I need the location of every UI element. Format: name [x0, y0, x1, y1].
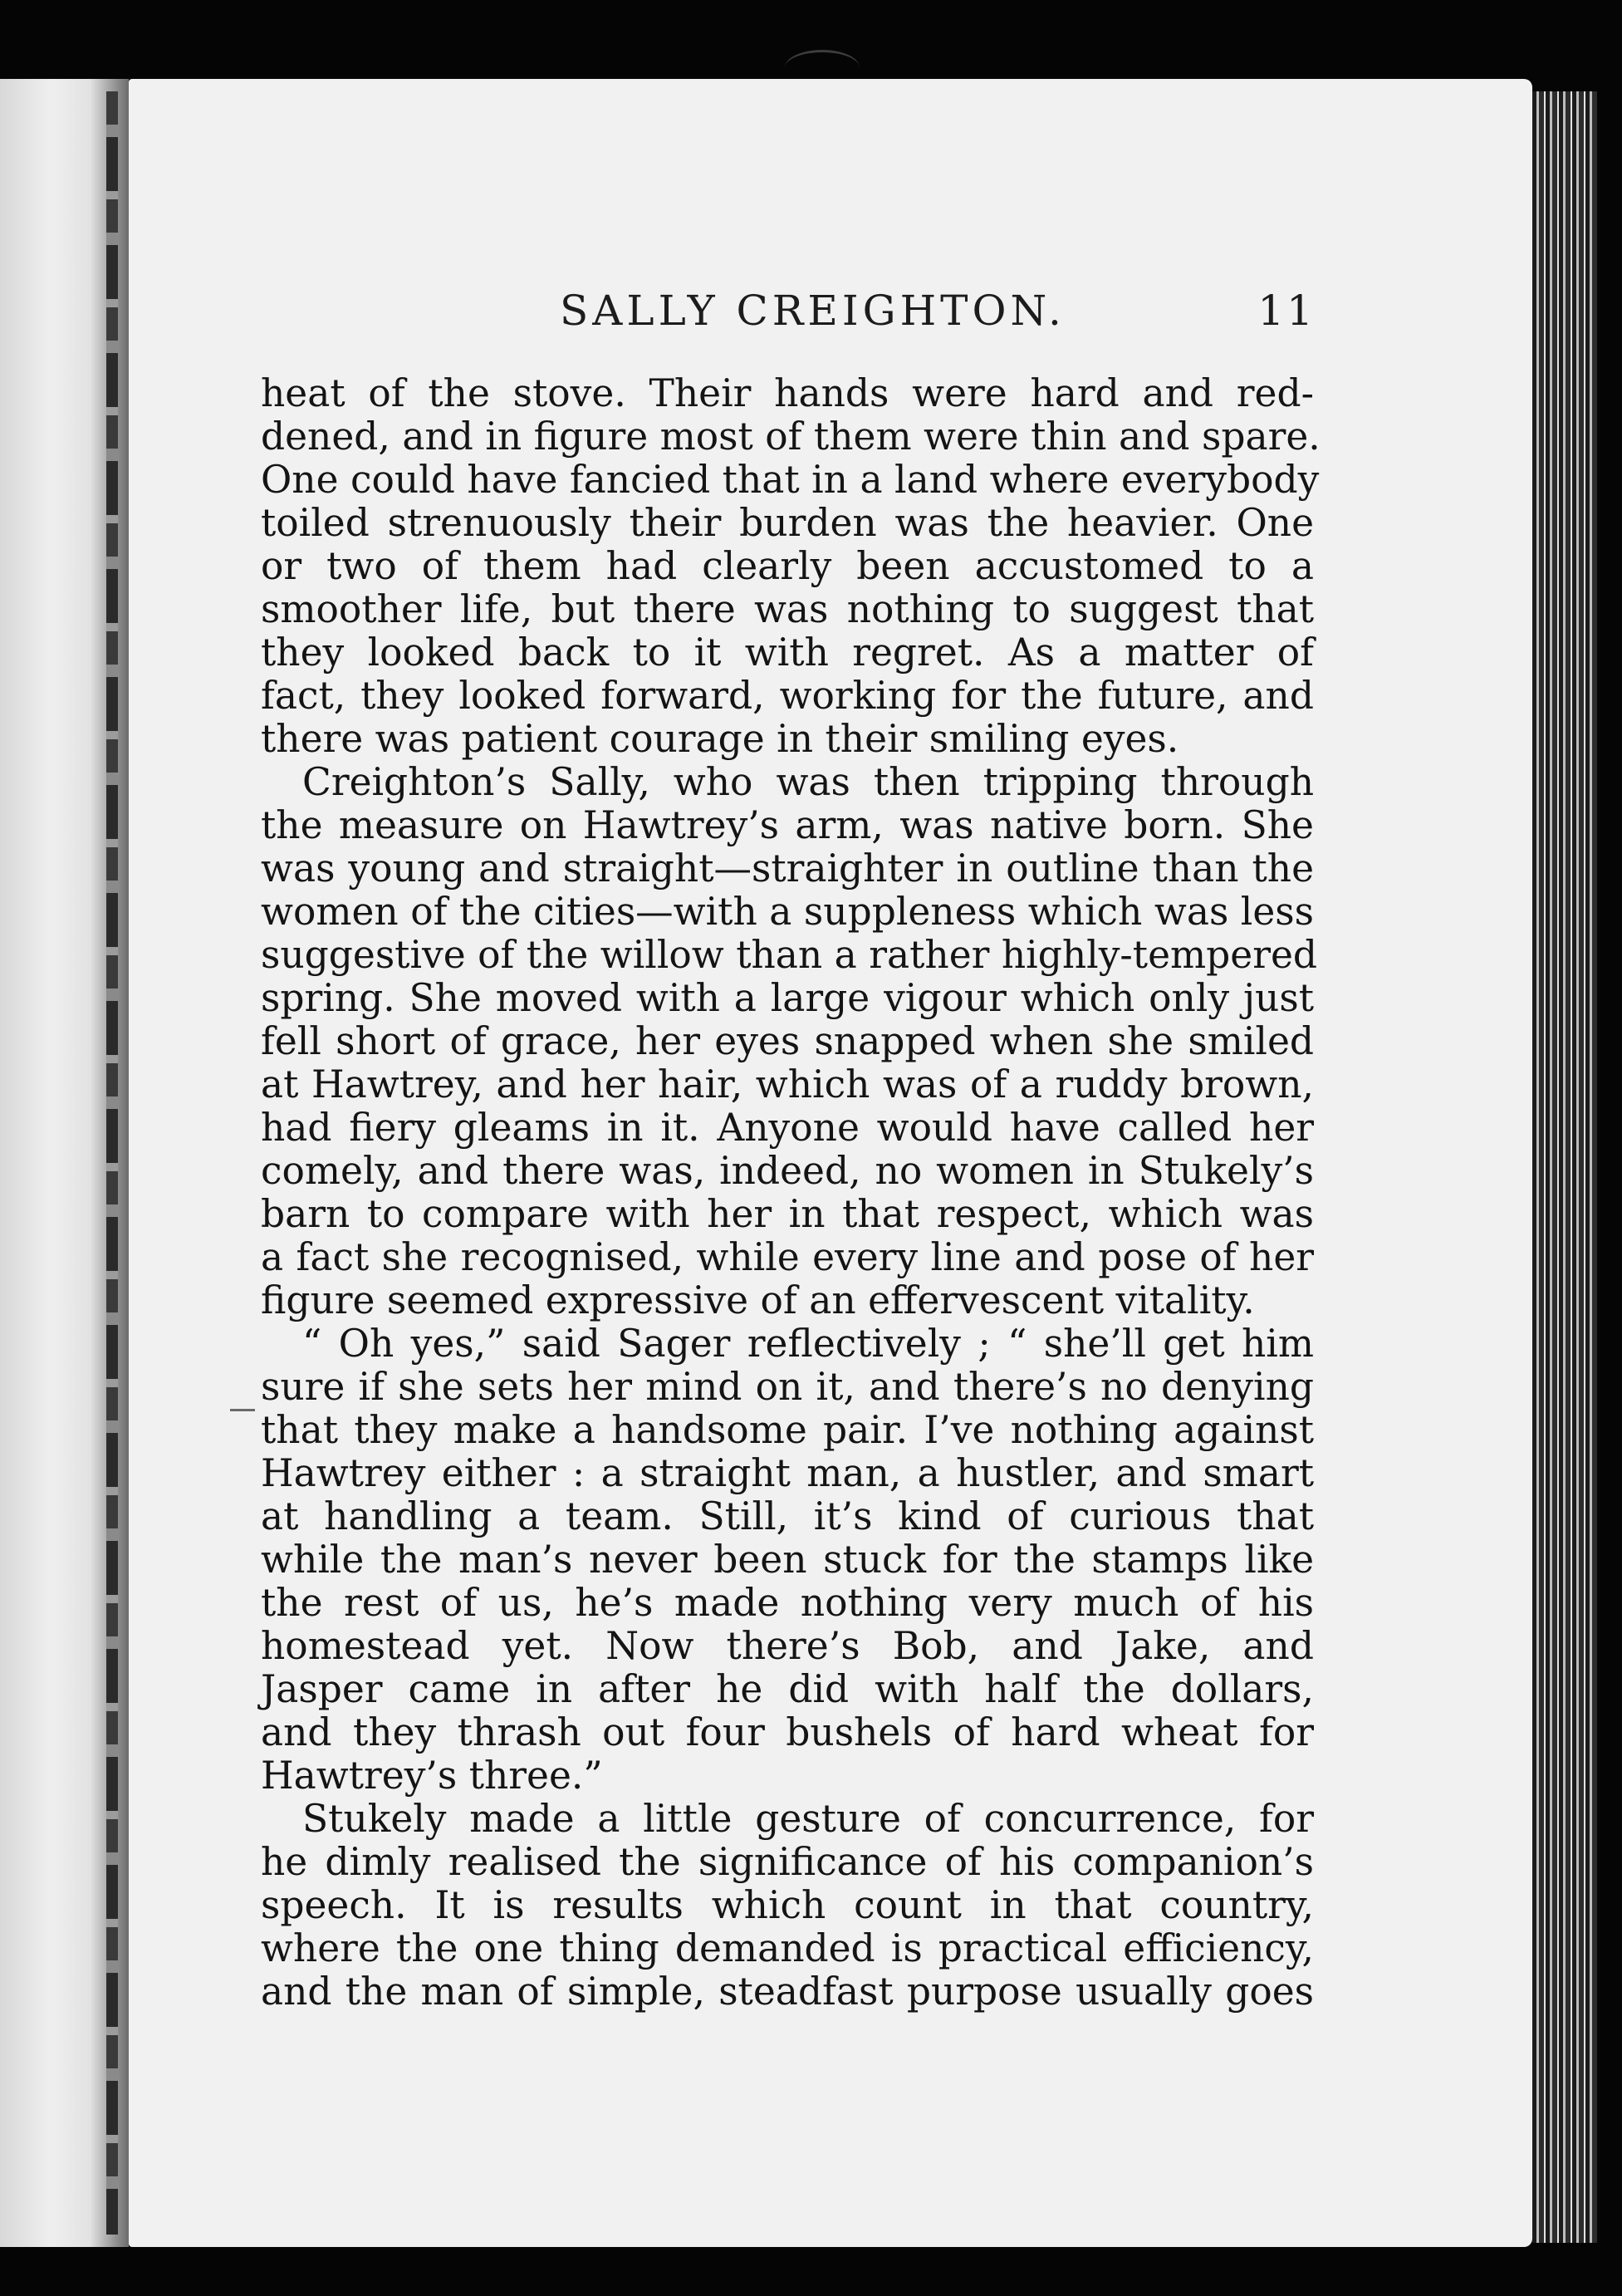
text-line: toiled strenuously their burden was the heavier. One: [261, 501, 1314, 545]
text-line: Jasper came in after he did with half the dollars,: [261, 1667, 1314, 1711]
text-line: they looked back to it with regret. As a matter of: [261, 630, 1314, 675]
text-line: Hawtrey’s three.”: [261, 1754, 603, 1798]
text-line: fell short of grace, her eyes snapped when she smiled: [261, 1019, 1314, 1063]
text-line: One could have fancied that in a land where everybody: [261, 458, 1320, 502]
text-line: that they make a handsome pair. I’ve nothing against: [261, 1408, 1314, 1452]
text-line: fact, they looked forward, working for the future, and: [261, 674, 1314, 718]
text-line: comely, and there was, indeed, no women in Stukely’s: [261, 1149, 1314, 1193]
text-line: heat of the stove. Their hands were hard and red-: [261, 371, 1314, 415]
text-line: homestead yet. Now there’s Bob, and Jake, and: [261, 1624, 1314, 1668]
text-line: smoother life, but there was nothing to suggest that: [261, 587, 1314, 631]
text-line: was young and straight—straighter in outline than the: [261, 846, 1314, 890]
text-line: a fact she recognised, while every line and pose of her: [261, 1235, 1314, 1279]
binding-gutter-streak: [106, 91, 118, 2235]
text-line: at Hawtrey, and her hair, which was of a ruddy brown,: [261, 1062, 1314, 1106]
text-line: figure seemed expressive of an effervescent vitality.: [261, 1278, 1255, 1322]
text-line: he dimly realised the significance of his companion’s: [261, 1840, 1314, 1884]
text-line: spring. She moved with a large vigour which only just: [261, 976, 1314, 1020]
body-text: [261, 371, 1321, 2014]
running-title: SALLY CREIGHTON.: [560, 287, 1066, 335]
text-line: or two of them had clearly been accustomed to a: [261, 544, 1314, 588]
text-line: speech. It is results which count in that country,: [261, 1883, 1314, 1927]
text-line: Hawtrey either : a straight man, a hustler, and smart: [261, 1451, 1314, 1495]
text-line: at handling a team. Still, it’s kind of curious that: [261, 1494, 1314, 1538]
text-line: Creighton’s Sally, who was then tripping through: [302, 760, 1314, 804]
page-header: [267, 287, 1316, 345]
text-line: suggestive of the willow than a rather highly-tempered: [261, 933, 1318, 977]
page-stack-edge: [1532, 91, 1597, 2243]
text-line: sure if she sets her mind on it, and there’s no denying: [261, 1365, 1314, 1409]
text-line: barn to compare with her in that respect, which was: [261, 1192, 1314, 1236]
text-line: while the man’s never been stuck for the stamps like: [261, 1538, 1314, 1582]
text-line: Stukely made a little gesture of concurrence, for: [302, 1797, 1314, 1841]
text-line: women of the cities—with a suppleness which was less: [261, 890, 1314, 934]
page-number: 11: [1257, 287, 1316, 335]
text-line: and the man of simple, steadfast purpose usually goes: [261, 1970, 1314, 2014]
text-line: and they thrash out four bushels of hard wheat for: [261, 1710, 1314, 1754]
text-line: the measure on Hawtrey’s arm, was native born. She: [261, 803, 1314, 847]
text-line: the rest of us, he’s made nothing very much of his: [261, 1581, 1314, 1625]
text-line: dened, and in figure most of them were thin and spare.: [261, 415, 1321, 459]
text-line: where the one thing demanded is practical efficiency,: [261, 1926, 1314, 1970]
margin-mark: [230, 1409, 255, 1411]
text-line: there was patient courage in their smiling eyes.: [261, 717, 1179, 761]
text-line: had fiery gleams in it. Anyone would have called her: [261, 1106, 1314, 1150]
text-line: “ Oh yes,” said Sager reflectively ; “ she’ll get him: [302, 1322, 1314, 1366]
